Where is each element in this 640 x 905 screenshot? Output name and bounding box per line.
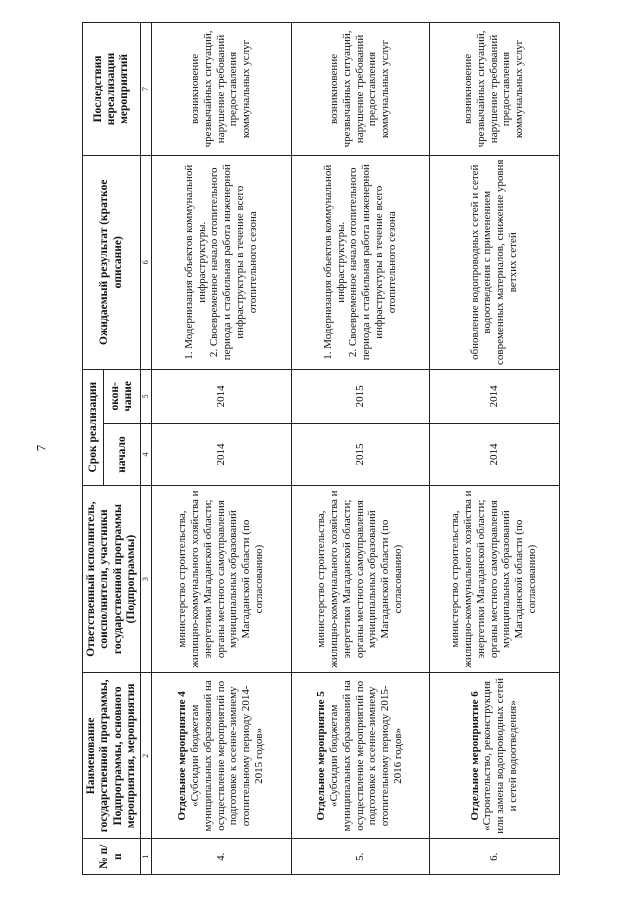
row-result	[291, 155, 429, 369]
row-consequences: возникновение чрезвычайных ситуаций, нарушение требований предоставления коммунальных услуг	[151, 23, 291, 156]
page-number: 7	[33, 444, 49, 452]
row-name	[151, 673, 291, 839]
row-num: 4.	[151, 839, 291, 875]
header-executor: Ответственный исполнитель, соисполнители, участники государственной программы (Подпрограммы)	[83, 485, 141, 672]
header-num: № п/п	[83, 839, 141, 875]
executor-local: органы местного самоуправления муниципальных образований Магаданской области (по согласованию)	[487, 500, 538, 659]
column-number: 6	[141, 155, 151, 369]
row-end: 2015	[291, 369, 429, 424]
result-line-1: 1. Модернизация объектов коммунальной инфраструктуры.	[182, 164, 208, 360]
row-result	[151, 155, 291, 369]
table-row	[151, 23, 291, 875]
row-result	[429, 155, 559, 369]
column-number: 7	[141, 23, 151, 156]
executor-local: органы местного самоуправления муниципальных образований Магаданской области (по согласованию)	[214, 500, 265, 659]
result-line-1: обновление водопроводных сетей и сетей водоотведения с применением современных материалов, снижение уровня ветхих сетей	[468, 159, 519, 365]
header-period: Срок реализации	[83, 369, 104, 485]
row-executor	[291, 485, 429, 672]
result-line-2: 2. Своевременное начало отопительного периода и стабильная работа инженерной инфраструктуры в течение всего отопительного сезона	[347, 164, 398, 361]
measures-table	[82, 22, 560, 875]
row-desc: «Субсидии бюджетам муниципальных образований на осуществление мероприятий по подготовке к осенне-зимнему отопительному периоду 2014-2015 годов»	[189, 680, 265, 832]
row-end: 2014	[151, 369, 291, 424]
row-desc: «Строительство, реконструкция или замена водопроводных сетей и сетей водоотведения»	[481, 677, 519, 834]
row-title: Отдельное мероприятие 4	[176, 691, 189, 821]
row-title: Отдельное мероприятие 5	[315, 691, 328, 821]
header-row	[83, 23, 104, 875]
row-consequences: возникновение чрезвычайных ситуаций, нарушение требований предоставления коммунальных услуг	[291, 23, 429, 156]
row-consequences: возникновение чрезвычайных ситуаций, нарушение требований предоставления коммунальных услуг	[429, 23, 559, 156]
column-number: 4	[141, 424, 151, 486]
column-numbers-row	[141, 23, 151, 875]
row-title: Отдельное мероприятие 6	[468, 691, 481, 821]
executor-ministry: министерство строительства, жилищно-коммунального хозяйства и энергетики Магаданской области;	[449, 490, 487, 668]
row-start: 2014	[429, 424, 559, 486]
executor-ministry: министерство строительства, жилищно-коммунального хозяйства и энергетики Магаданской области;	[176, 490, 214, 668]
row-name	[291, 673, 429, 839]
table-row	[291, 23, 429, 875]
row-num: 6.	[429, 839, 559, 875]
row-executor	[151, 485, 291, 672]
column-number: 2	[141, 673, 151, 839]
header-result: Ожидаемый результат (краткое описание)	[83, 155, 141, 369]
row-desc: «Субсидии бюджетам муниципальных образований на осуществление мероприятий по подготовке к осенне-зимнему отопительному периоду 2015-2016 годов»	[328, 680, 404, 832]
header-name: Наименование государственной программы, Подпрограммы, основного мероприятия, мероприятия	[83, 673, 141, 839]
header-end: окон-чание	[104, 369, 141, 424]
executor-ministry: министерство строительства, жилищно-коммунального хозяйства и энергетики Магаданской области;	[315, 490, 353, 668]
header-consequences: Последствия нереализации мероприятий	[83, 23, 141, 156]
table-row	[429, 23, 559, 875]
row-executor	[429, 485, 559, 672]
column-number: 3	[141, 485, 151, 672]
row-name	[429, 673, 559, 839]
result-line-2: 2. Своевременное начало отопительного периода и стабильная работа инженерной инфраструктуры в течение всего отопительного сезона	[208, 164, 259, 361]
column-number: 1	[141, 839, 151, 875]
row-num: 5.	[291, 839, 429, 875]
column-number: 5	[141, 369, 151, 424]
row-start: 2015	[291, 424, 429, 486]
row-end: 2014	[429, 369, 559, 424]
header-start: начало	[104, 424, 141, 486]
executor-local: органы местного самоуправления муниципальных образований Магаданской области (по согласованию)	[353, 500, 404, 659]
result-line-1: 1. Модернизация объектов коммунальной инфраструктуры.	[321, 164, 347, 360]
row-start: 2014	[151, 424, 291, 486]
